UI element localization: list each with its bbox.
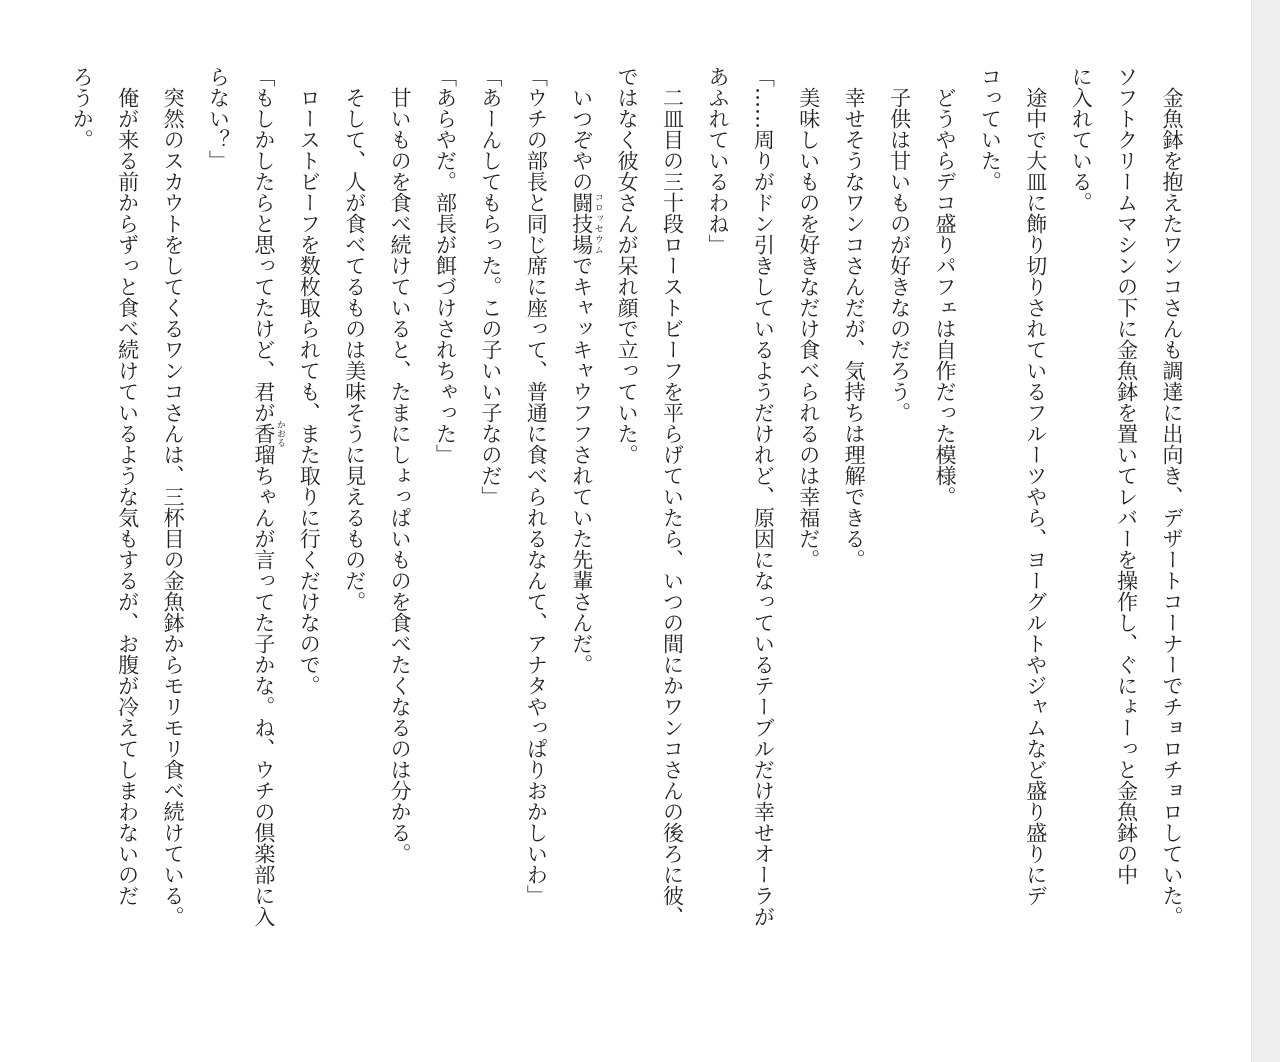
text-line: 美味しいものを好きなだけ食べられるのは幸福だ。 (796, 87, 821, 570)
ruby-reading: コロッセウム (592, 192, 603, 255)
text-line: に入れている。 (1069, 66, 1094, 213)
text-line: あふれているわね」 (705, 66, 730, 255)
text-line: 二皿目の三十段ローストビーフを平らげていたら、いつの間にかワンコさんの後ろに彼、 (660, 87, 685, 927)
text-line: どうやらデコ盛りパフェは自作だった模様。 (932, 87, 957, 507)
text-segment: いつぞやの闘技場 コロッセウムでキャッキャウフフされていた先輩さんだ。 (569, 87, 603, 675)
vertical-text-body (59, 66, 1194, 1026)
text-line: ローストビーフを数枚取られても、また取りに行くだけなので。 (297, 87, 322, 696)
text-line: 子供は甘いものが好きなのだろう。 (887, 87, 912, 423)
ruby-annotation: 香 かおる (251, 420, 285, 447)
text-line: 途中で大皿に飾り切りされているフルーツやら、ヨーグルトやジャムなど盛り盛りにデ (1023, 87, 1048, 906)
ruby-annotation: 闘技場 コロッセウム (569, 192, 603, 255)
text-line: 「あーんしてもらった。この子いい子なのだ」 (478, 66, 503, 507)
text-line: ろうか。 (70, 66, 95, 150)
text-line-ruby (240, 66, 285, 1026)
text-line-ruby (558, 66, 603, 1026)
text-line: 甘いものを食べ続けていると、たまにしょっぱいものを食べたくなるのは分かる。 (388, 87, 413, 864)
text-line: 金魚鉢を抱えたワンコさんも調達に出向き、デザートコーナーでチョロチョロしていた。 (1160, 87, 1184, 927)
text-line: らない？」 (206, 66, 231, 171)
text-line: 幸せそうなワンコさんだが、気持ちは理解できる。 (842, 87, 867, 570)
text-line: そして、人が食べてるものは美味そうに見えるものだ。 (342, 87, 367, 612)
text-line: 「あらやだ。部長が餌づけされちゃった」 (433, 66, 458, 465)
text-line: コっていた。 (978, 66, 1003, 192)
text-line: 「……周りがドン引きしているようだけれど、原因になっているテーブルだけ幸せオーラが (751, 66, 776, 927)
text-line: 「ウチの部長と同じ席に座って、普通に食べられるなんて、アナタやっぱりおかしいわ」 (524, 66, 549, 906)
text-segment: 「もしかしたらと思ってたけど、君が香 かおる瑠ちゃんが言ってた子かな。ね、ウチの倶楽部に入 (251, 66, 285, 927)
text-line: 俺が来る前からずっと食べ続けているような気もするが、お腹が冷えてしまわないのだ (115, 87, 140, 906)
text-line: 突然のスカウトをしてくるワンコさんは、三杯目の金魚鉢からモリモリ食べ続けている。 (161, 87, 186, 927)
ruby-reading: かおる (274, 420, 285, 447)
page-edge-strip (1251, 0, 1280, 1062)
text-line: ではなく彼女さんが呆れ顔で立っていた。 (615, 66, 640, 465)
text-line: ソフトクリームマシンの下に金魚鉢を置いてレバーを操作し、ぐにょーっと金魚鉢の中 (1114, 66, 1139, 885)
